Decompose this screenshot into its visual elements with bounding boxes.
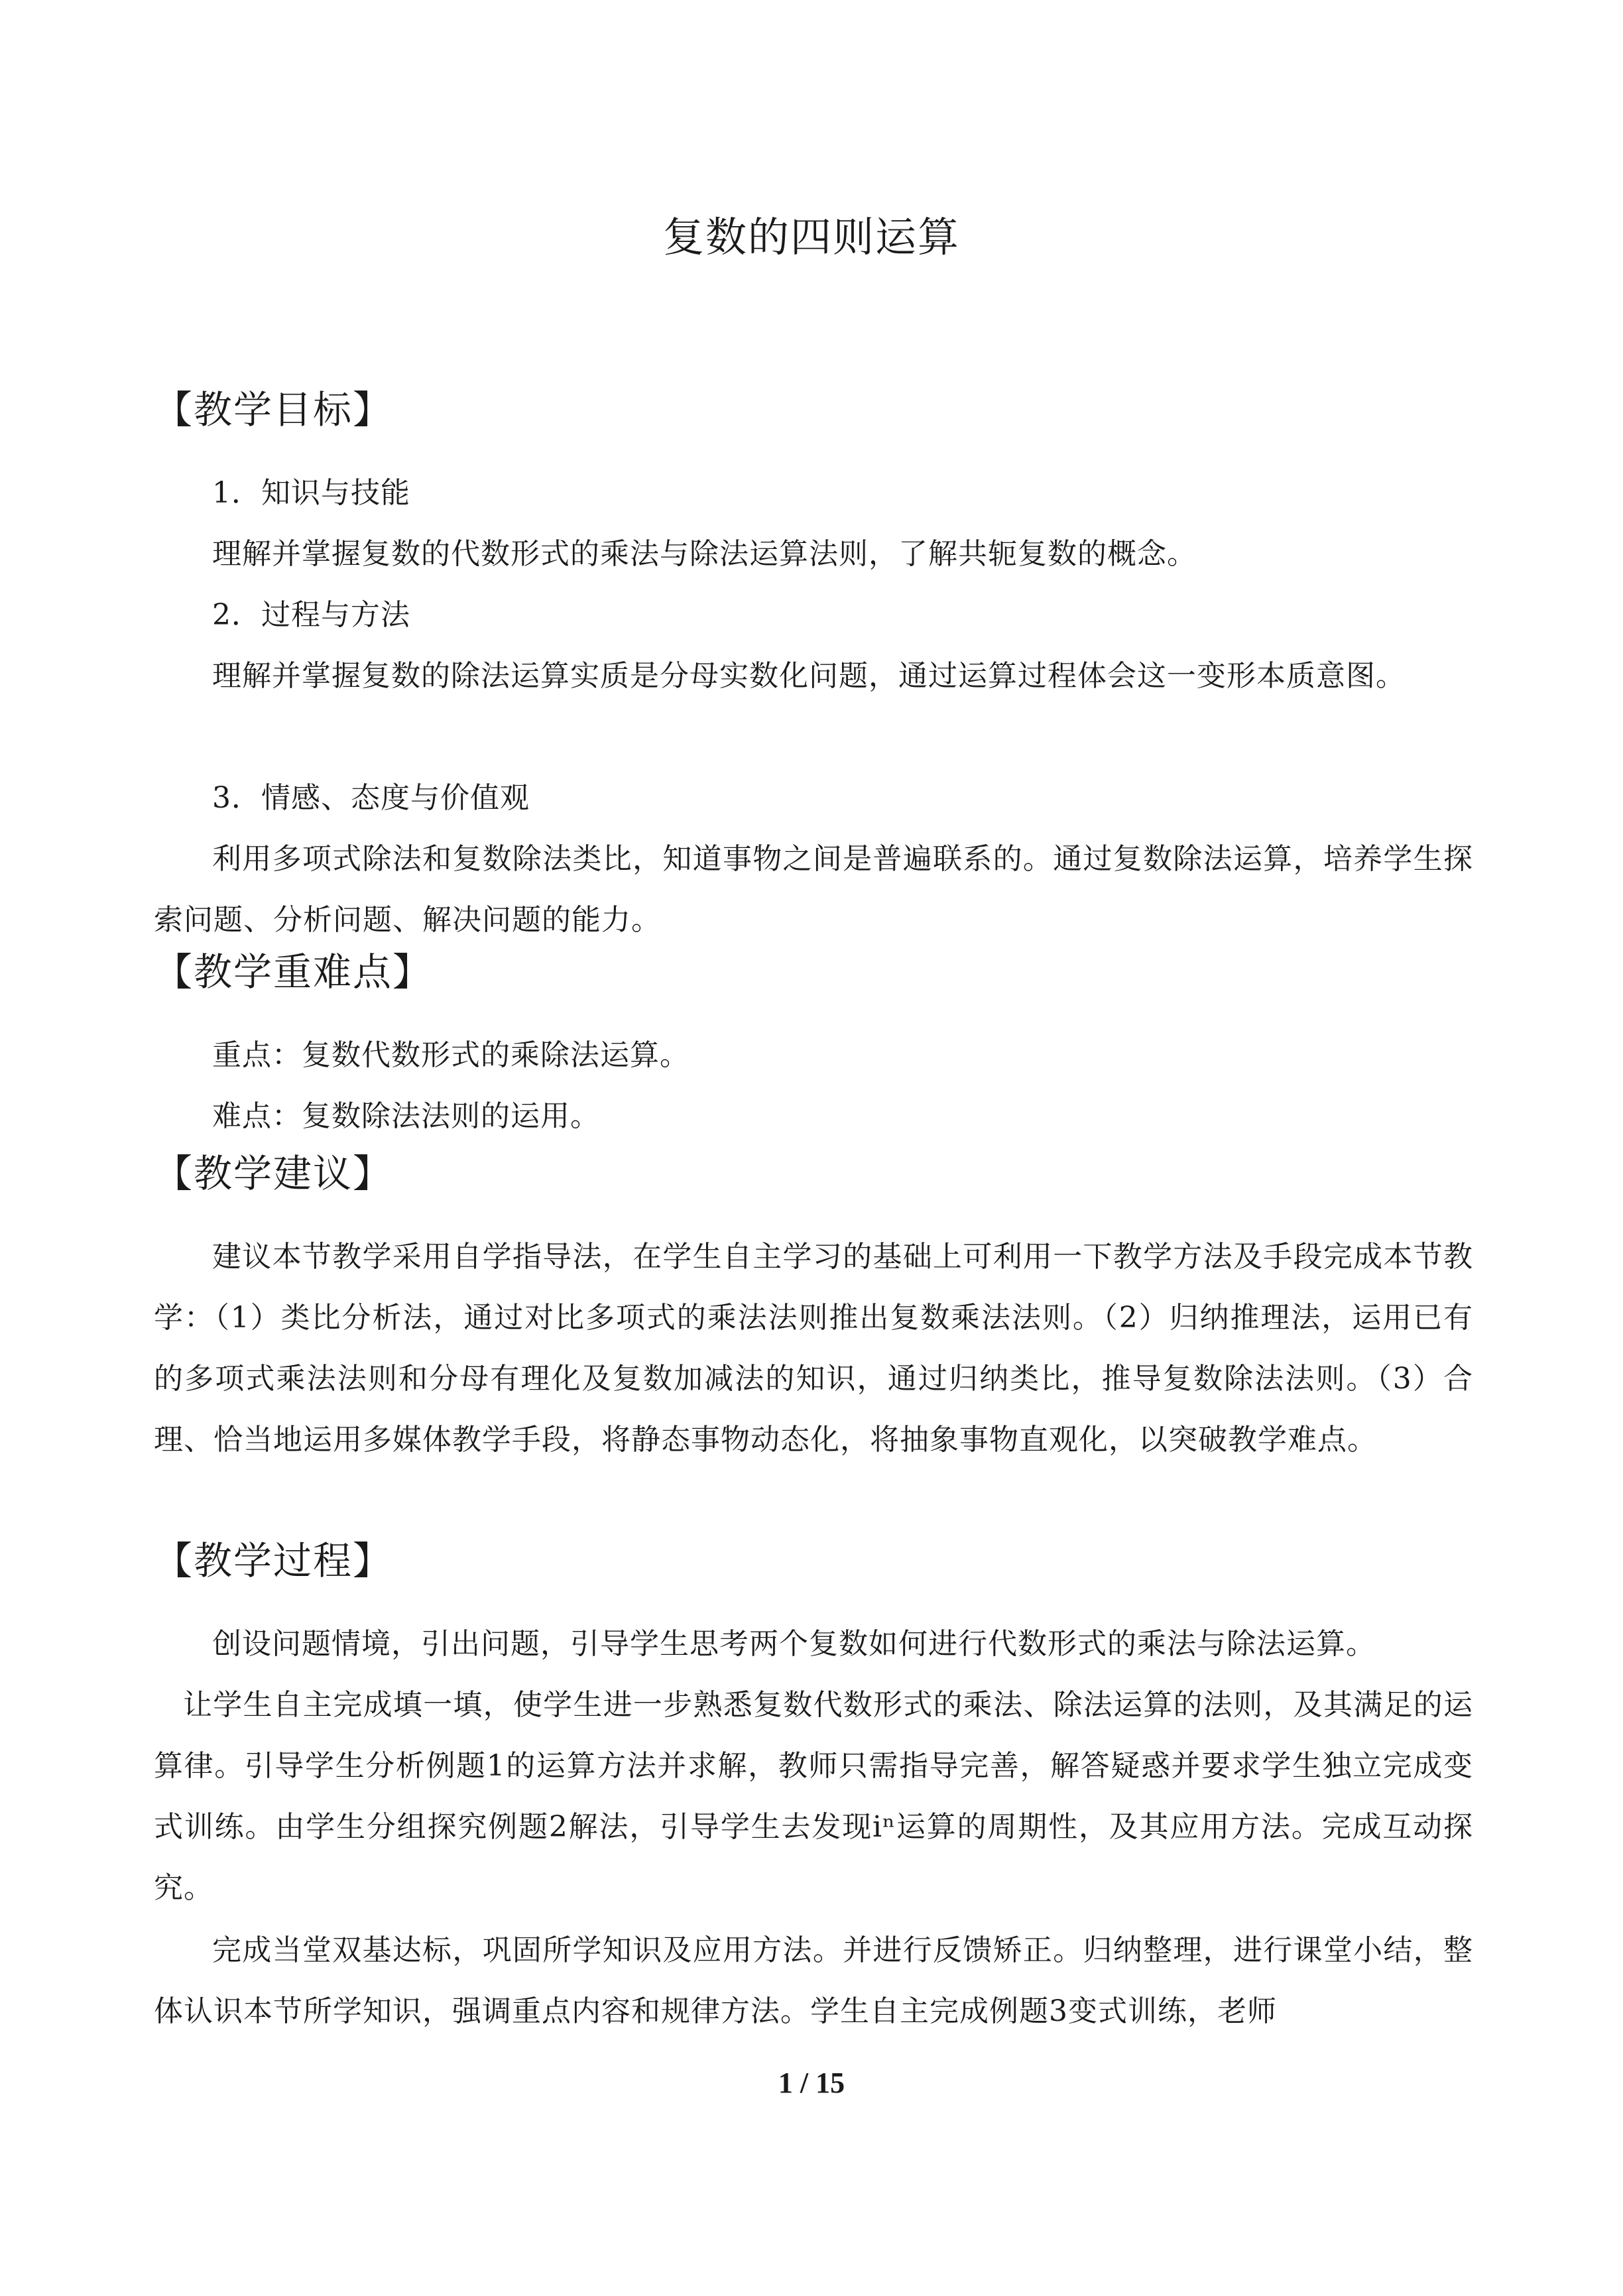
goal-item-1-title: 1．知识与技能: [212, 476, 410, 510]
section-heading-suggestions: 【教学建议】: [154, 1151, 393, 1196]
goal-item-3-text: 利用多项式除法和复数除法类比，知道事物之间是普遍联系的。通过复数除法运算，培养学生探索问题、分析问题、解决问题的能力。: [154, 842, 1473, 937]
section-heading-key-points: 【教学重难点】: [154, 949, 433, 995]
process-paragraph-3: 完成当堂双基达标，巩固所学知识及应用方法。并进行反馈矫正。归纳整理，进行课堂小结，整体认识本节所学知识，强调重点内容和规律方法。学生自主完成例题3变式训练，老师: [154, 1933, 1473, 2028]
section-heading-process: 【教学过程】: [154, 1538, 393, 1583]
goal-item-1-text: 理解并掌握复数的代数形式的乘法与除法运算法则，了解共轭复数的概念。: [212, 537, 1197, 571]
process-paragraph-1: 创设问题情境，引出问题，引导学生思考两个复数如何进行代数形式的乘法与除法运算。: [212, 1627, 1376, 1661]
key-point-difficulty: 难点：复数除法法则的运用。: [212, 1099, 600, 1133]
process-paragraph-2: 让学生自主完成填一填，使学生进一步熟悉复数代数形式的乘法、除法运算的法则，及其满足的运算律。引导学生分析例题1的运算方法并求解，教师只需指导完善，解答疑惑并要求学生独立完成变式训练。由学生分组探究例题2解法，引导学生去发现iⁿ运算的周期性，及其应用方法。完成互动探究。: [154, 1688, 1473, 1905]
page-number: 1 / 15: [778, 2067, 845, 2099]
document-title: 复数的四则运算: [662, 213, 960, 261]
section-heading-goals: 【教学目标】: [154, 387, 393, 432]
key-point-focus: 重点：复数代数形式的乘除法运算。: [212, 1038, 690, 1072]
suggestions-text: 建议本节教学采用自学指导法，在学生自主学习的基础上可利用一下教学方法及手段完成本节教学：（1）类比分析法，通过对比多项式的乘法法则推出复数乘法法则。（2）归纳推理法，运用已有的多项式乘法法则和分母有理化及复数加减法的知识，通过归纳类比，推导复数除法法则。（3）合理、恰当地运用多媒体教学手段，将静态事物动态化，将抽象事物直观化，以突破教学难点。: [154, 1240, 1473, 1457]
goal-item-3-title: 3．情感、态度与价值观: [212, 781, 530, 815]
goal-item-2-title: 2．过程与方法: [212, 598, 410, 632]
goal-item-2-text: 理解并掌握复数的除法运算实质是分母实数化问题，通过运算过程体会这一变形本质意图。: [212, 659, 1406, 693]
